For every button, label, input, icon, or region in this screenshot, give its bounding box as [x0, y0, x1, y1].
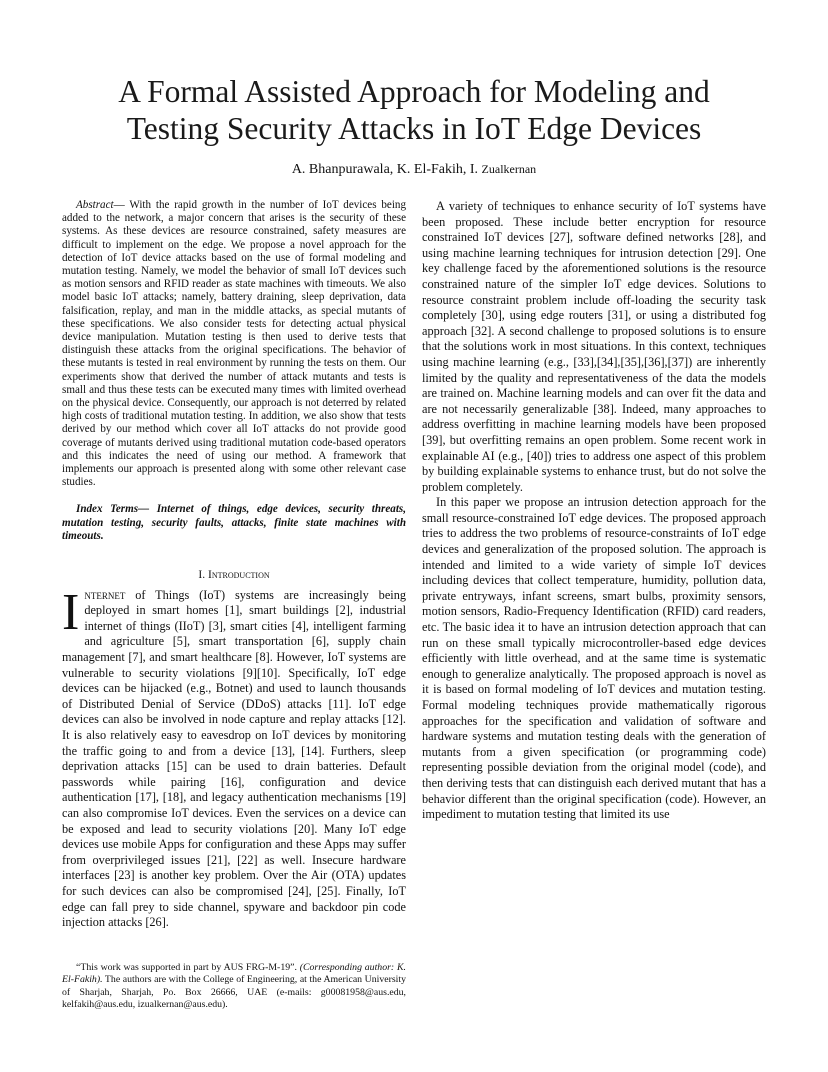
right-column: [422, 199, 766, 823]
intro-paragraph-1: [62, 583, 406, 931]
drop-cap: I: [62, 583, 80, 641]
footnote-text-2: The authors are with the College of Engineering, at the American University of Sharjah, Sharjah, Po. Box 26666, UAE (e-mails: g00081958@aus.edu, kelfakih@aus.edu, izualkernan@aus.edu).: [62, 974, 406, 1011]
footnote-italic: (Corresponding author: K. El-Fakih).: [62, 961, 406, 986]
abstract: [62, 199, 406, 489]
paper-title: [40, 73, 788, 147]
index-terms: Index Terms— Internet of things, edge devices, security threats, mutation testing, security faults, attacks, finite state machines with timeouts.: [62, 503, 406, 543]
section-heading: [62, 568, 406, 582]
abstract-label: Abstract: [76, 199, 114, 211]
footnote: [62, 962, 406, 1012]
first-word: nternet: [84, 587, 126, 602]
section-title-text: Introduction: [208, 567, 270, 581]
authors-main: A. Bhanpurawala, K. El-Fakih, I.: [291, 162, 479, 177]
authors-last: Zualkernan: [481, 162, 537, 176]
abstract-dash: —: [113, 199, 130, 211]
intro-paragraph-2: A variety of techniques to enhance security of IoT systems have been proposed. These include better encryption for resource constrained IoT devices [27], software defined networks [28], and using machine learning techniques for intrusion detection [29]. One key challenge faced by the aforementioned solutions is the resource constrained nature of the simpler IoT edge devices. Solutions to resource constraint problem include off-loading the security task completely [30], using edge routers [31], or using a distributed fog approach [32]. A second challenge to proposed solutions is to ensure that the solutions work in most situations. In this context, techniques using machine learning (e.g., [33],[34],[35],[36],[37]) are inherently limited by the quality and representativeness of the data the models are trained on. Machine learning models and can over fit the data and are not necessarily generalizable [38]. Indeed, many approaches to address overfitting in machine learning models have been proposed [39], but overfitting remains an open problem. Some recent work in explainable AI (e.g., [40]) tries to address one aspect of this problem by building explainable systems to enhance trust, but do not solve the problem completely.: [422, 199, 766, 494]
intro-paragraph-3: In this paper we propose an intrusion detection approach for the small resource-constrained IoT edge devices. The proposed approach tries to address the two problems of resource-constraints of IoT edge devices and generalization of the proposed solution. The approach is intended and limited to a wide variety of simple IoT devices including devices that collect temperature, humidity, pollution data, private entryways, infant screens, smart bulbs, proximity sensors, motion sensors, Radio-Frequency Identification (RFID) card readers, etc. The basic idea it to have an intrusion detection approach that can run on these small typically microcontroller-based edge devices efficiently with little overhead, and at the same time is systematic enough to generalize analytically. The proposed approach is novel as it is based on formal modeling of IoT devices and mutation testing. Formal modeling techniques provide mathematically rigorous approaches for the specification and validation of software and hardware systems and mutation testing deals with the generation of mutants from a given specification (or programming code) representing possible deviation from the original model (code), and then deriving tests that can distinguish each derived mutant that has a behavior different than the original specification (code). However, an impediment to mutation testing that limited its use: [422, 495, 766, 822]
left-column: [62, 199, 406, 931]
section-numeral: I.: [198, 567, 206, 581]
intro-paragraph-1-text: of Things (IoT) systems are increasingly being deployed in smart homes [1], smart buildings [2], industrial internet of things (IIoT) [3], smart cities [4], intelligent farming and agriculture [5], smart transportation [6], supply chain management [7], and smart healthcare [8]. However, IoT systems are vulnerable to security violations [9][10]. Specifically, IoT edge devices can be hijacked (e.g., Botnet) and used to launch thousands of Distributed Denial of Service (DDoS) attacks [11]. IoT edge devices can also be involved in node capture and replay attacks [12]. It is also relatively easy to eavesdrop on IoT devices by monitoring the traffic going to and from a device [13], [14]. Furthers, sleep deprivation attacks [15] can be used to drain batteries. Default passwords while pairing [16], configuration and device authentication [17], [18], and legacy authentication mechanisms [19] can also compromise IoT devices. Even the services on a device can be exposed and lead to security violations [20]. Many IoT edge devices use mobile Apps for configuration and these Apps may suffer from overprivileged issues [21], [22] as well. Insecure hardware interfaces [23] is another key problem. Over the Air (OTA) updates for such devices can also be compromised [24], [25]. Finally, IoT edge can fall prey to side channel, spyware and backdoor pin code injection attacks [26].: [62, 587, 406, 930]
title-line-2: Testing Security Attacks in IoT Edge Devices: [126, 111, 702, 146]
footnote-text-1: “This work was supported in part by AUS FRG-M-19”.: [76, 961, 300, 973]
author-list: [40, 160, 788, 179]
title-line-1: A Formal Assisted Approach for Modeling and: [118, 74, 710, 109]
abstract-text: With the rapid growth in the number of IoT devices being added to the network, a major concern that arises is the security of these systems. As these devices are resource constrained, safety measures are difficult to implement on the edge. We propose a novel approach for the detection of IoT device attacks based on the use of formal modeling and mutation testing. Namely, we model the behavior of small IoT devices such as motion sensors and RFID reader as state machines with timeouts. We also model basic IoT attacks; namely, battery draining, sleep deprivation, data falsification, replay, and man in the middle attacks, as special mutants of these specifications. We also consider tests for detecting actual physical device manipulation. Mutation testing is then used to derive tests that distinguish these attacks from the original specifications. The behavior of these mutants is tested in real environment by running the tests on them. Our experiments show that derived the number of attack mutants and tests is small and thus these tests can be executed many times with limited overhead on the physical device. Consequently, our approach is not deterred by related high costs of traditional mutation testing. In addition, we also show that tests derived by our method which cover all IoT attacks do not provide good coverage of mutants derived using traditional mutation code-based operators and this indicates the need of using our method. A framework that implements our approach is presented along with some other relevant case studies.: [62, 199, 406, 489]
